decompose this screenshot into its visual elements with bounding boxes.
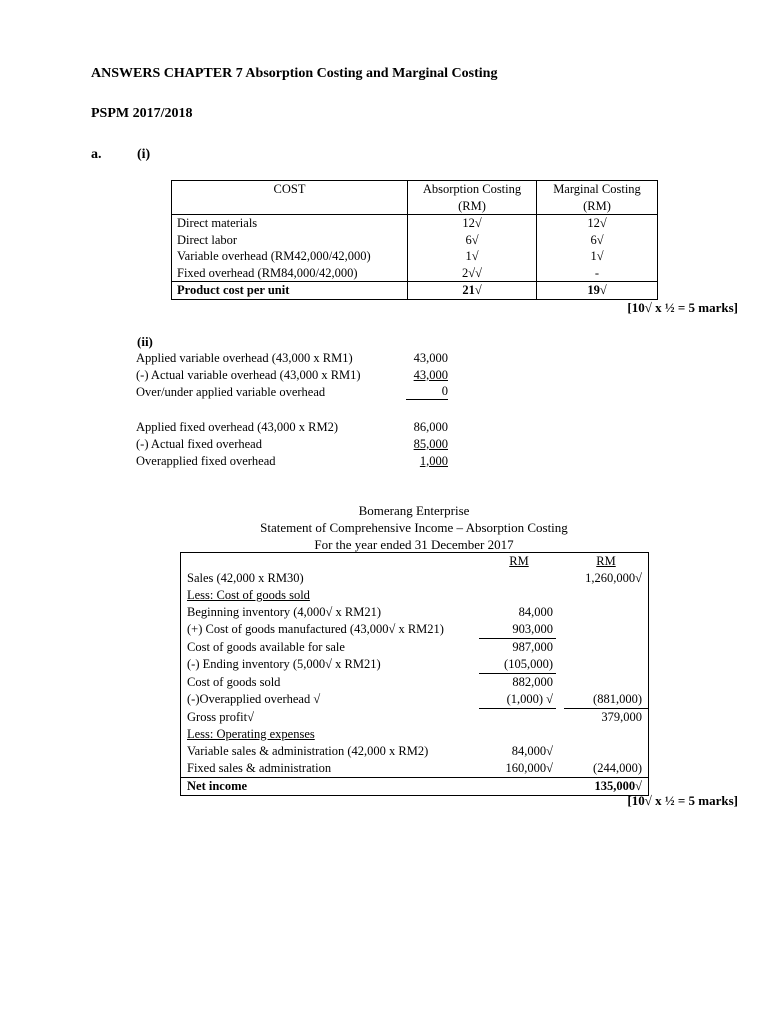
table-row [181,570,649,587]
begin-inv-label: Beginning inventory (4,000√ x RM21) [187,605,382,619]
table-row [181,604,649,621]
overhead-amount: 0 [406,384,448,400]
cost-table-header [172,181,658,215]
table-row [181,760,649,778]
table-row [181,691,649,709]
statement-company: Bomerang Enterprise [358,503,470,518]
header-absorption: Absorption Costing (RM) [408,181,537,215]
exam-subtitle: PSPM 2017/2018 [91,106,193,121]
cogs-total-amount: (881,000) [564,691,649,709]
statement-title: Statement of Comprehensive Income – Absorption Costing [260,520,568,535]
row-abs: 6√ [408,232,537,249]
avail-label: Cost of goods available for sale [187,639,345,654]
cogm-label: (+) Cost of goods manufactured (43,000√ x RM21) [187,622,444,637]
fix-sa-amount: 160,000√ [505,761,553,775]
sales-label: Sales (42,000 x RM30) [187,571,304,585]
total-item: Product cost per unit [172,282,408,300]
row-mar: - [537,265,658,282]
overhead-label: Overapplied fixed overhead [136,454,276,468]
cost-table [171,180,658,300]
row-abs: 12√ [408,215,537,232]
overapplied-label: (-)Overapplied overhead √ [187,692,321,707]
net-income-amount: 135,000√ [564,778,649,796]
part-label: a. [91,147,102,162]
subpart-ii-label: (ii) [137,334,153,349]
marks-note-statement: [10√ x ½ = 5 marks] [627,793,738,808]
overhead-amount: 86,000 [413,420,448,434]
list-item [136,453,448,470]
overhead-amount: 43,000 [413,368,448,382]
marks-note-i: [10√ x ½ = 5 marks] [627,300,738,315]
row-item: Direct labor [172,232,408,249]
table-row [181,709,649,727]
row-mar: 12√ [537,215,658,232]
table-row [172,265,658,282]
table-row [181,553,649,571]
gross-profit-amount: 379,000 [601,710,642,724]
row-mar: 6√ [537,232,658,249]
fix-sa-label: Fixed sales & administration [187,761,332,775]
overhead-amount: 43,000 [413,351,448,365]
header-marginal: Marginal Costing (RM) [537,181,658,215]
list-item [136,419,448,436]
sales-amount: 1,260,000√ [585,571,642,585]
fixed-overhead-block [136,419,448,470]
cogs-label: Cost of goods sold [187,674,281,689]
var-sa-label: Variable sales & administration (42,000 x RM2) [187,744,429,758]
avail-amount: 987,000 [512,640,553,654]
col2-header: RM [596,554,616,568]
gross-profit-label: Gross profit√ [187,709,254,724]
total-mar: 19√ [537,282,658,300]
table-row [181,743,649,760]
list-item [136,436,448,453]
income-statement [180,552,649,796]
end-inv-label: (-) Ending inventory (5,000√ x RM21) [187,657,381,672]
overapplied-amount: (1,000) √ [479,691,556,709]
overhead-label: Over/under applied variable overhead [136,385,326,399]
end-inv-amount: (105,000) [479,656,556,674]
variable-overhead-block [136,350,448,401]
col1-header: RM [509,554,529,568]
row-abs: 2√√ [408,265,537,282]
row-abs: 1√ [408,248,537,265]
net-income-label: Net income [187,779,248,793]
var-sa-amount: 84,000√ [511,744,553,758]
table-total-row [172,282,658,300]
table-row [181,587,649,604]
overhead-amount: 1,000 [419,454,448,468]
table-row [181,674,649,692]
document-title: ANSWERS CHAPTER 7 Absorption Costing and Marginal Costing [91,66,498,81]
overhead-label: Applied variable overhead (43,000 x RM1) [136,351,353,365]
table-total-row [181,778,649,796]
cogm-amount: 903,000 [479,621,556,639]
row-mar: 1√ [537,248,658,265]
table-row [181,726,649,743]
overhead-label: Applied fixed overhead (43,000 x RM2) [136,420,339,434]
statement-period: For the year ended 31 December 2017 [314,537,514,552]
opex-total-amount: (244,000) [564,760,649,778]
overhead-label: (-) Actual fixed overhead [136,437,262,451]
table-row [181,639,649,657]
subpart-i-label: (i) [137,147,151,162]
table-row [181,656,649,674]
row-item: Direct materials [172,215,408,232]
row-item: Variable overhead (RM42,000/42,000) [172,248,408,265]
table-row [172,248,658,265]
cogs-amount: 882,000 [512,675,553,689]
less-opex-label: Less: Operating expenses [187,727,315,741]
less-cogs-label: Less: Cost of goods sold [187,588,310,602]
total-abs: 21√ [408,282,537,300]
header-cost: COST [172,181,408,215]
table-row [172,232,658,249]
list-item [136,350,448,367]
list-item [136,367,448,384]
table-row [181,621,649,639]
list-item [136,384,448,401]
overhead-amount: 85,000 [413,437,448,451]
overhead-label: (-) Actual variable overhead (43,000 x RM1) [136,368,361,382]
row-item: Fixed overhead (RM84,000/42,000) [172,265,408,282]
table-row [172,215,658,232]
begin-inv-amount: 84,000 [518,605,553,619]
